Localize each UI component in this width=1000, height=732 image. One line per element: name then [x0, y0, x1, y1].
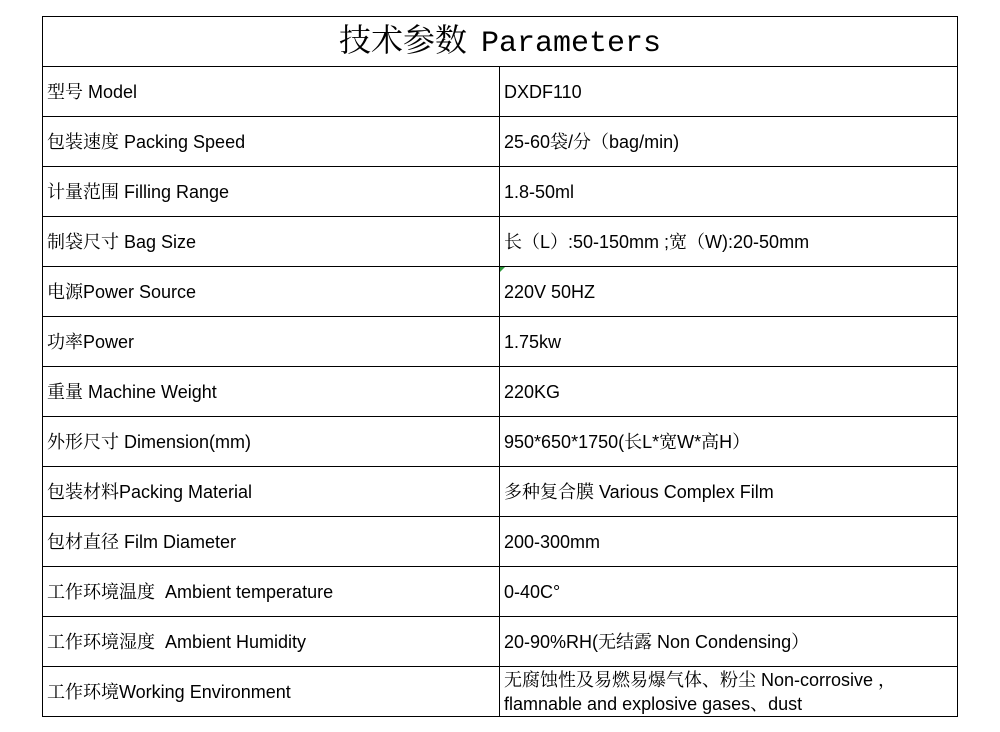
dimension-value: 950*650*1750(长L*宽W*高H） [500, 417, 958, 467]
working-environment-value-line-2: flamnable and explosive gases、dust [504, 693, 803, 714]
working-environment-value [500, 667, 958, 717]
green-triangle-indicator-icon [500, 267, 505, 272]
working-environment-label: 工作环境Working Environment [43, 667, 500, 717]
row-power [43, 317, 958, 367]
row-film-diameter [43, 517, 958, 567]
packing-material-value: 多种复合膜 Various Complex Film [500, 467, 958, 517]
power-label: 功率Power [43, 317, 500, 367]
ambient-humidity-value: 20-90%RH(无结露 Non Condensing） [500, 617, 958, 667]
packing-speed-label: 包装速度 Packing Speed [43, 117, 500, 167]
row-dimension [43, 417, 958, 467]
row-packing-material [43, 467, 958, 517]
machine-weight-label: 重量 Machine Weight [43, 367, 500, 417]
parameters-table [42, 16, 958, 717]
power-value: 1.75kw [500, 317, 958, 367]
title-english: Parameters [481, 26, 662, 61]
row-packing-speed [43, 117, 958, 167]
machine-weight-value: 220KG [500, 367, 958, 417]
row-working-environment [43, 667, 958, 717]
working-environment-value-line-1: 无腐蚀性及易燃易爆气体、粉尘 Non-corrosive ， [504, 669, 897, 690]
power-source-value: 220V 50HZ [504, 281, 596, 302]
ambient-humidity-label: 工作环境湿度 Ambient Humidity [43, 617, 500, 667]
model-value: DXDF110 [500, 67, 958, 117]
title-row [43, 17, 958, 67]
bag-size-value: 长（L）:50-150mm ;宽（W):20-50mm [500, 217, 958, 267]
power-source-label: 电源Power Source [43, 267, 500, 317]
title-chinese: 技术参数 [338, 20, 467, 59]
row-model [43, 67, 958, 117]
filling-range-label: 计量范围 Filling Range [43, 167, 500, 217]
film-diameter-label: 包材直径 Film Diameter [43, 517, 500, 567]
film-diameter-value: 200-300mm [500, 517, 958, 567]
row-ambient-temperature [43, 567, 958, 617]
power-source-value-cell [500, 267, 958, 317]
ambient-temperature-value: 0-40C° [500, 567, 958, 617]
dimension-label: 外形尺寸 Dimension(mm) [43, 417, 500, 467]
row-filling-range [43, 167, 958, 217]
row-ambient-humidity [43, 617, 958, 667]
row-bag-size [43, 217, 958, 267]
row-power-source [43, 267, 958, 317]
table-title [43, 17, 958, 67]
model-label: 型号 Model [43, 67, 500, 117]
row-machine-weight [43, 367, 958, 417]
packing-speed-value: 25-60袋/分（bag/min) [500, 117, 958, 167]
ambient-temperature-label: 工作环境温度 Ambient temperature [43, 567, 500, 617]
packing-material-label: 包装材料Packing Material [43, 467, 500, 517]
bag-size-label: 制袋尺寸 Bag Size [43, 217, 500, 267]
filling-range-value: 1.8-50ml [500, 167, 958, 217]
